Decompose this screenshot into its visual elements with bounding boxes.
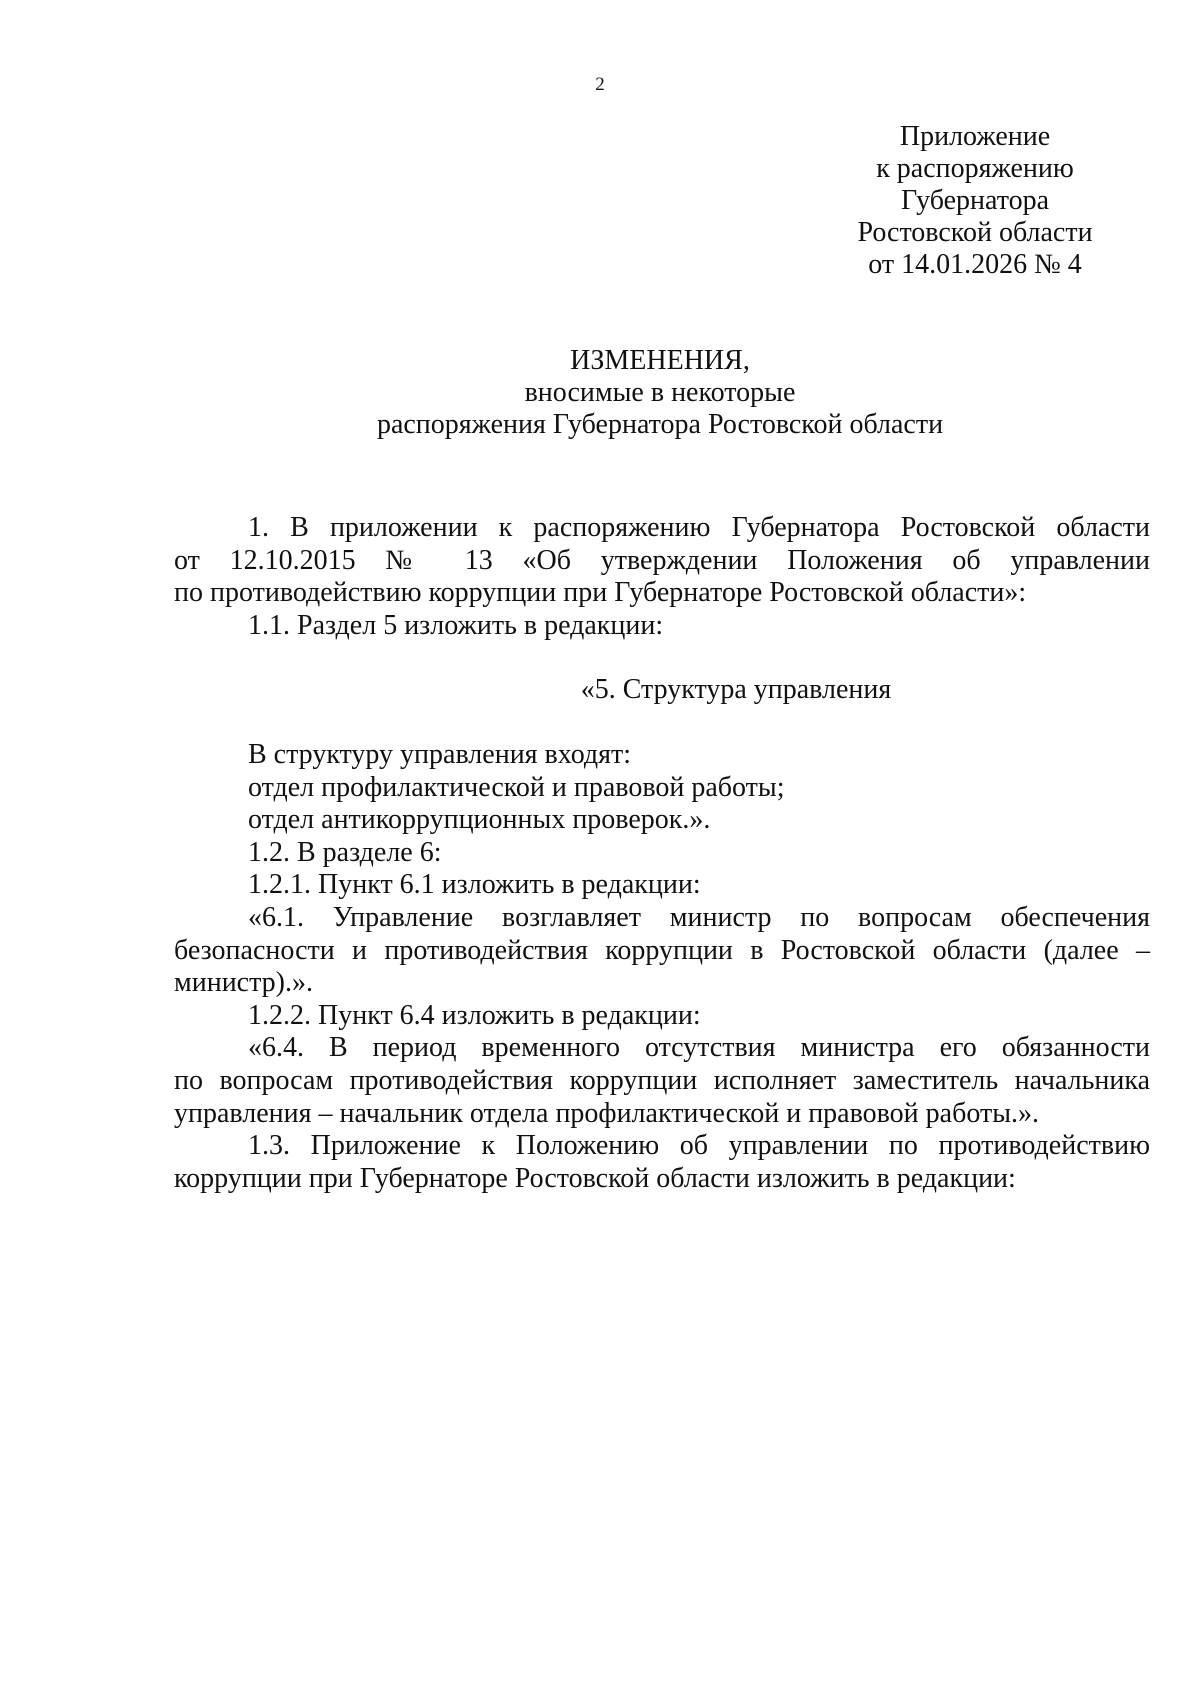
text-line: «6.1. Управление возглавляет министр по вопросам обеспечения — [248, 901, 1150, 933]
text-line: 1. В приложении к распоряжению Губернатора Ростовской области — [248, 512, 1150, 543]
section-5-title: «5. Структура управления — [580, 674, 892, 706]
document-heading — [0, 345, 1200, 441]
text-line: безопасности и противодействия коррупции в Ростовской области (далее – — [174, 934, 1150, 966]
text-line: управления – начальник отдела профилактической и правовой работы.». — [174, 1097, 1040, 1129]
text-line: по противодействию коррупции при Губернаторе Ростовской области»: — [174, 577, 1027, 609]
paragraph-1-2-1: 1.2.1. Пункт 6.1 изложить в редакции: — [248, 869, 701, 901]
paragraph-6-1 — [174, 902, 1150, 1000]
text-line: по вопросам противодействия коррупции исполняет заместитель начальника — [174, 1064, 1150, 1096]
appendix-line: Ростовской области — [857, 217, 1093, 248]
paragraph-1 — [174, 512, 1150, 610]
document-subtitle: вносимые в некоторые — [524, 377, 796, 408]
document-body — [174, 512, 1150, 1195]
text-line: коррупции при Губернаторе Ростовской области изложить в редакции: — [174, 1162, 1016, 1194]
paragraph-1-1: 1.1. Раздел 5 изложить в редакции: — [248, 609, 664, 641]
page-number: 2 — [595, 74, 605, 95]
section-5-line: В структуру управления входят: — [248, 738, 632, 770]
appendix-reference — [820, 121, 1130, 281]
appendix-line: к распоряжению — [876, 153, 1074, 184]
paragraph-1-2: 1.2. В разделе 6: — [248, 836, 442, 868]
paragraph-1-2-2: 1.2.2. Пункт 6.4 изложить в редакции: — [248, 999, 701, 1031]
text-line: «6.4. В период временного отсутствия министра его обязанности — [248, 1032, 1150, 1064]
text-line: от 12.10.2015 № 13 «Об утверждении Положения об управлении — [174, 544, 1150, 576]
appendix-line: от 14.01.2026 № 4 — [868, 249, 1082, 280]
document-title: ИЗМЕНЕНИЯ, — [570, 345, 750, 376]
appendix-line: Приложение — [899, 121, 1051, 152]
section-5-line: отдел профилактической и правовой работы; — [248, 771, 785, 803]
section-5-line: отдел антикоррупционных проверок.». — [248, 804, 711, 836]
appendix-line: Губернатора — [900, 185, 1050, 216]
paragraph-1-3 — [174, 1130, 1150, 1195]
text-line: 1.3. Приложение к Положению об управлении по противодействию — [248, 1130, 1150, 1162]
document-subtitle: распоряжения Губернатора Ростовской области — [376, 409, 944, 440]
paragraph-6-4 — [174, 1032, 1150, 1130]
text-line: министр).». — [174, 967, 314, 999]
